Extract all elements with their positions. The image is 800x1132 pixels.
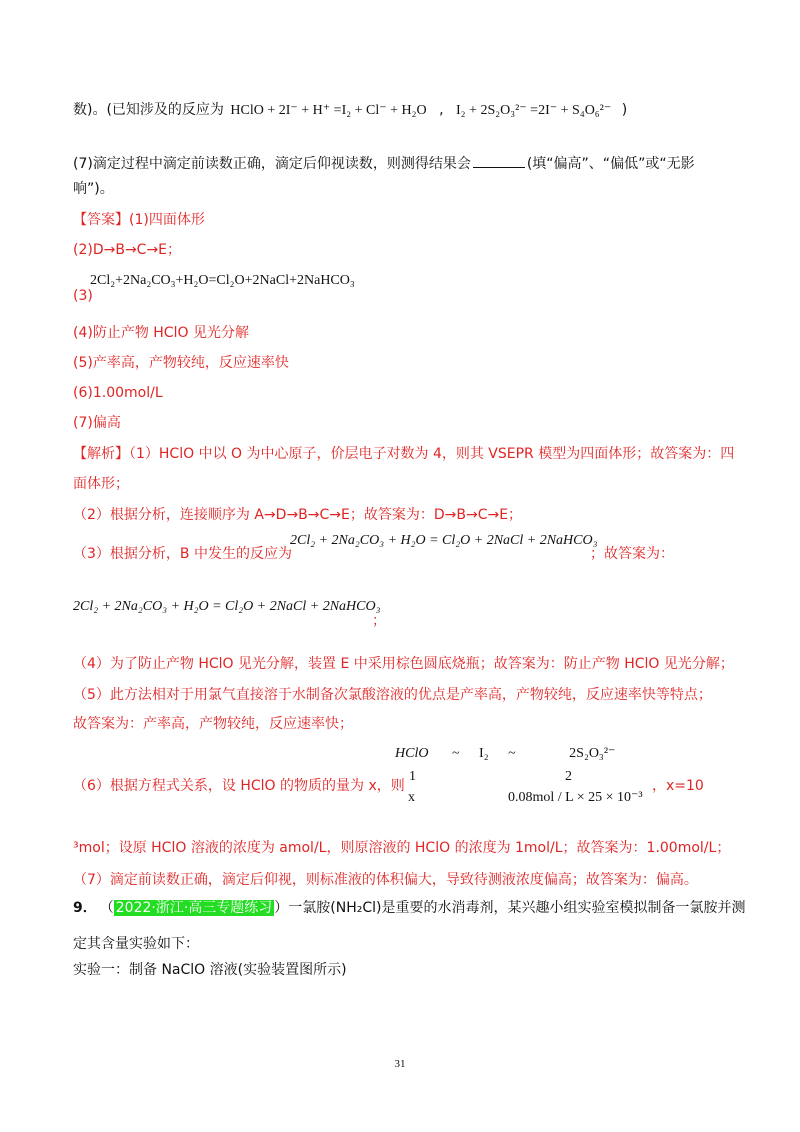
analysis-1-line-1 xyxy=(73,444,734,464)
relation-x: x xyxy=(408,790,415,805)
answer-4: (4)防止产物 HClO 见光分解 xyxy=(73,325,249,341)
analysis-7: （7）滴定前读数正确，滴定后仰视，则标准液的体积偏大，导致待测液浓度偏高；故答案为：偏高。 xyxy=(73,872,698,888)
analysis-3-equation-2: 2Cl₂ + 2Na₂CO₃ + H₂O = Cl₂O + 2NaCl + 2NaHCO₃ xyxy=(73,599,381,614)
answer-2: (2)D→B→C→E； xyxy=(73,242,182,258)
answer-3-label: (3) xyxy=(73,288,93,304)
question-7-text-a: (7)滴定过程中滴定前读数正确，滴定后仰视读数，则测得结果会 xyxy=(73,156,471,172)
question-9-line-3: 实验一：制备 NaClO 溶液(实验装置图所示) xyxy=(73,962,347,978)
analysis-1-line-2: 面体形； xyxy=(73,476,129,492)
relation-coef-hclo: 1 xyxy=(409,769,416,784)
relation-coef-thiosulfate: 2 xyxy=(565,769,572,784)
page-number: 31 xyxy=(394,1058,406,1070)
relation-hclo: HClO xyxy=(395,746,429,761)
question-9-text: 一氯胺(NH₂Cl)是重要的水消毒剂，某兴趣小组实验室模拟制备一氯胺并测 xyxy=(288,900,746,916)
analysis-label: 【解析】 xyxy=(73,446,129,462)
analysis-3-text-a: （3）根据分析，B 中发生的反应为 xyxy=(73,546,292,562)
analysis-6-text-b: ，x=10 xyxy=(652,778,704,794)
question-9-tag-open: （ xyxy=(106,900,114,916)
analysis-5-line-2: 故答案为：产率高，产物较纯，反应速率快； xyxy=(73,716,353,732)
question-9-tag-close: ） xyxy=(274,900,289,916)
answer-5: (5)产率高，产物较纯，反应速率快 xyxy=(73,355,289,371)
question-9-line-1 xyxy=(73,898,745,918)
relation-thiosulfate: 2S₂O₃²⁻ xyxy=(569,746,616,761)
answer-line-1 xyxy=(73,210,205,230)
intro-equation-1: HClO + 2I⁻ + H⁺ =I₂ + Cl⁻ + H₂O xyxy=(230,103,427,118)
question-7-text-b: (填“偏高”、“偏低”或“无影 xyxy=(526,156,695,172)
intro-separator: , xyxy=(439,102,444,118)
answer-3-equation: 2Cl₂+2Na₂CO₃+H₂O=Cl₂O+2NaCl+2NaHCO₃ xyxy=(90,273,355,288)
relation-tilde-2: ~ xyxy=(508,746,516,761)
answer-1: (1)四面体形 xyxy=(129,212,205,228)
question-9-line-2: 定其含量实验如下： xyxy=(73,936,199,952)
question-7-line-2: 响”)。 xyxy=(73,181,114,197)
analysis-3-line-1 xyxy=(73,544,292,564)
question-9-number: 9． xyxy=(73,900,97,916)
analysis-3-text-b: ；故答案为： xyxy=(590,546,674,562)
answer-6: (6)1.00mol/L xyxy=(73,385,163,401)
analysis-1-text: （1）HClO 中以 O 为中心原子，价层电子对数为 4，则其 VSEPR 模型为四面体形；故答案为：四 xyxy=(129,446,735,462)
analysis-5-line-1: （5）此方法相对于用氯气直接溶于水制备次氯酸溶液的优点是产率高，产物较纯，反应速率快等特点； xyxy=(73,687,712,703)
analysis-4: （4）为了防止产物 HClO 见光分解，装置 E 中采用棕色圆底烧瓶；故答案为：防止产物 HClO 见光分解； xyxy=(73,656,734,672)
analysis-3-semicolon: ； xyxy=(372,613,386,629)
intro-prefix: 数)。(已知涉及的反应为 xyxy=(73,102,224,118)
relation-amount: 0.08mol / L × 25 × 10⁻³ xyxy=(508,790,643,805)
question-7-line-1 xyxy=(73,153,695,174)
analysis-6-line-2: ³mol；设原 HClO 溶液的浓度为 amol/L，则原溶液的 HClO 的浓度为 1mol/L；故答案为：1.00mol/L； xyxy=(73,840,731,856)
analysis-3-equation-1: 2Cl₂ + 2Na₂CO₃ + H₂O = Cl₂O + 2NaCl + 2NaHCO₃ xyxy=(290,533,598,548)
analysis-2: （2）根据分析，连接顺序为 A→D→B→C→E；故答案为：D→B→C→E； xyxy=(73,507,523,523)
answer-label: 【答案】 xyxy=(73,212,129,228)
intro-equation-2: I₂ + 2S₂O₃²⁻ =2I⁻ + S₄O₆²⁻ xyxy=(456,103,612,118)
intro-line xyxy=(73,100,627,121)
relation-i2: I₂ xyxy=(479,746,489,761)
answer-7: (7)偏高 xyxy=(73,415,121,431)
answer-blank xyxy=(473,153,525,168)
analysis-6-text-a: （6）根据方程式关系，设 HClO 的物质的量为 x，则 xyxy=(73,778,405,794)
relation-tilde-1: ~ xyxy=(451,746,460,761)
question-9-source-tag: 2022·浙江·高三专题练习 xyxy=(115,900,273,916)
intro-suffix: ) xyxy=(621,102,628,118)
relation-row-top xyxy=(395,744,615,764)
